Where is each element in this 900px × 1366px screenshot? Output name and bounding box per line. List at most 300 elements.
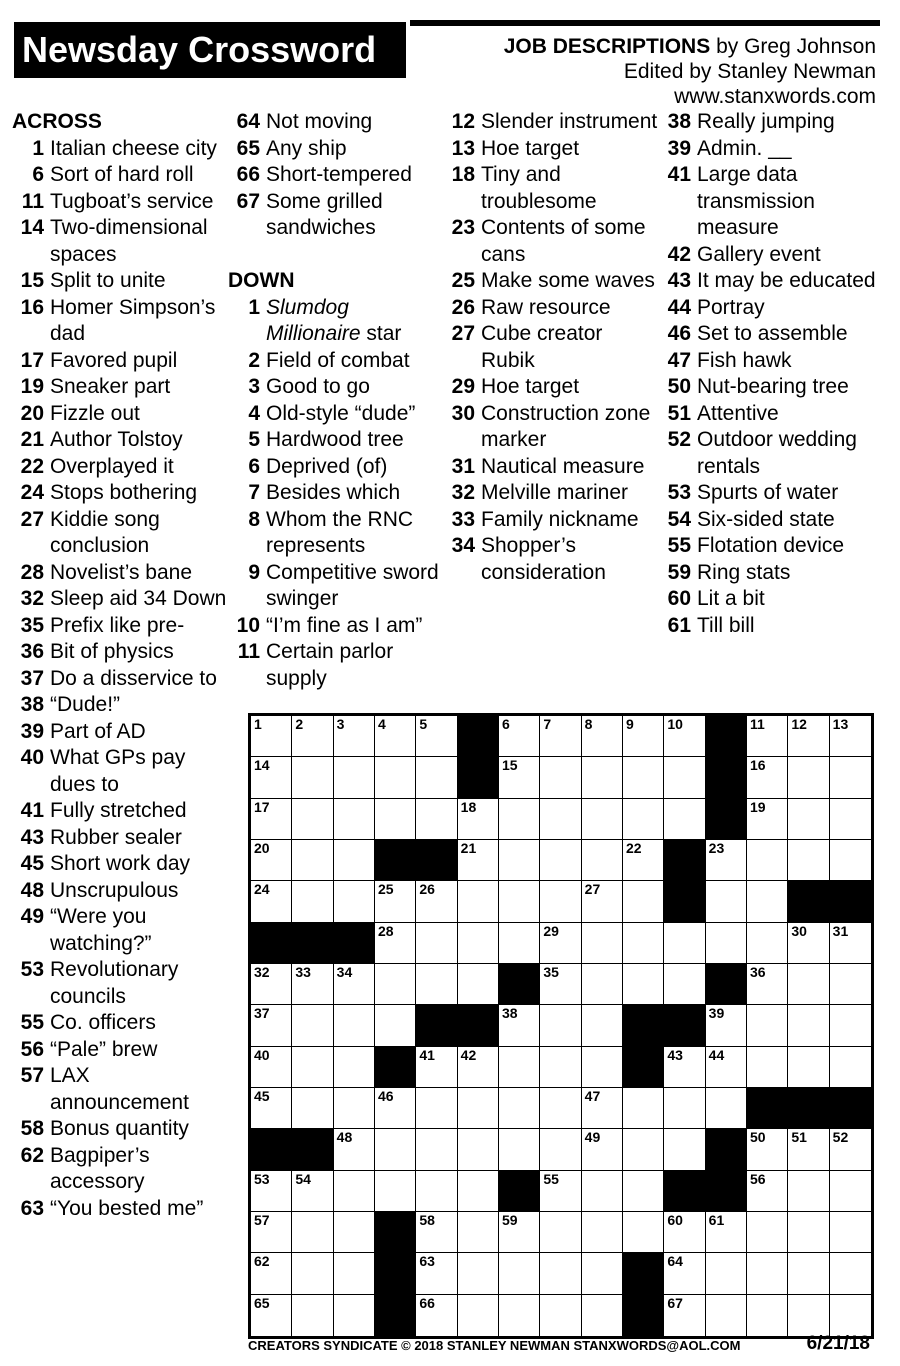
- grid-cell[interactable]: [830, 1129, 871, 1170]
- grid-cell[interactable]: [540, 881, 581, 922]
- grid-cell[interactable]: [416, 1129, 457, 1170]
- grid-cell[interactable]: [664, 923, 705, 964]
- grid-cell[interactable]: [540, 1047, 581, 1088]
- clue-number: 48: [20, 878, 44, 902]
- grid-cell[interactable]: [747, 799, 788, 840]
- grid-cell[interactable]: [334, 1212, 375, 1253]
- grid-cell[interactable]: [458, 964, 499, 1005]
- across-clue[interactable]: [12, 825, 227, 852]
- across-clue[interactable]: [12, 639, 227, 666]
- down-clue[interactable]: [659, 560, 889, 587]
- grid-cell[interactable]: [747, 1171, 788, 1212]
- grid-cell[interactable]: [375, 1088, 416, 1129]
- down-clue[interactable]: [443, 454, 658, 481]
- grid-cell[interactable]: [582, 1047, 623, 1088]
- grid-cell[interactable]: [251, 1253, 292, 1294]
- down-clue[interactable]: [659, 109, 889, 136]
- grid-cell[interactable]: [375, 757, 416, 798]
- grid-cell[interactable]: [334, 716, 375, 757]
- grid-cell[interactable]: [251, 881, 292, 922]
- grid-cell[interactable]: [416, 1253, 457, 1294]
- grid-cell[interactable]: [788, 1047, 829, 1088]
- down-clue[interactable]: [659, 427, 889, 480]
- grid-cell[interactable]: [499, 1253, 540, 1294]
- grid-cell[interactable]: [251, 1005, 292, 1046]
- grid-cell[interactable]: [788, 1212, 829, 1253]
- down-clue[interactable]: [443, 321, 658, 374]
- grid-cell[interactable]: [334, 1171, 375, 1212]
- grid-cell[interactable]: [375, 881, 416, 922]
- grid-cell[interactable]: [706, 1253, 747, 1294]
- across-clue[interactable]: [12, 480, 227, 507]
- grid-cell[interactable]: [706, 1212, 747, 1253]
- across-clue[interactable]: [12, 1116, 227, 1143]
- down-clue[interactable]: [228, 507, 443, 560]
- grid-cell[interactable]: [664, 757, 705, 798]
- down-clue[interactable]: [228, 480, 443, 507]
- grid-cell[interactable]: [582, 1129, 623, 1170]
- clue-number: 33: [451, 507, 475, 531]
- grid-cell[interactable]: [830, 716, 871, 757]
- grid-cell[interactable]: [582, 716, 623, 757]
- grid-cell[interactable]: [582, 923, 623, 964]
- down-clue[interactable]: [659, 348, 889, 375]
- grid-cell[interactable]: [251, 799, 292, 840]
- grid-cell[interactable]: [540, 1005, 581, 1046]
- grid-cell[interactable]: [788, 840, 829, 881]
- down-clue[interactable]: [228, 348, 443, 375]
- cell-number: 32: [254, 964, 270, 980]
- grid-cell[interactable]: [788, 1253, 829, 1294]
- grid-cell[interactable]: [582, 1253, 623, 1294]
- grid-cell[interactable]: [747, 964, 788, 1005]
- grid-cell[interactable]: [623, 1212, 664, 1253]
- grid-cell[interactable]: [623, 881, 664, 922]
- grid-cell[interactable]: [830, 1295, 871, 1336]
- across-clue[interactable]: [12, 215, 227, 268]
- grid-cell[interactable]: [251, 1171, 292, 1212]
- grid-cell[interactable]: [375, 964, 416, 1005]
- grid-cell[interactable]: [788, 1171, 829, 1212]
- grid-cell[interactable]: [540, 799, 581, 840]
- cell-number: 1: [254, 716, 262, 732]
- grid-cell[interactable]: [292, 840, 333, 881]
- down-clue[interactable]: [659, 321, 889, 348]
- grid-cell[interactable]: [499, 1212, 540, 1253]
- across-clue[interactable]: [12, 374, 227, 401]
- clue-text: What GPs pay dues to: [50, 746, 186, 796]
- website-link[interactable]: www.stanxwords.com: [674, 85, 876, 108]
- clue-text: LAX announcement: [50, 1064, 189, 1114]
- down-clue[interactable]: [228, 295, 443, 348]
- grid-cell[interactable]: [334, 1129, 375, 1170]
- grid-cell[interactable]: [251, 1088, 292, 1129]
- grid-cell[interactable]: [334, 1253, 375, 1294]
- grid-cell[interactable]: [788, 757, 829, 798]
- across-clue[interactable]: [12, 507, 227, 560]
- grid-cell[interactable]: [334, 1088, 375, 1129]
- clue-text: Homer Simpson’s dad: [50, 295, 216, 345]
- grid-cell[interactable]: [706, 923, 747, 964]
- grid-cell[interactable]: [540, 1171, 581, 1212]
- across-clue[interactable]: [12, 1196, 227, 1223]
- grid-cell[interactable]: [582, 1005, 623, 1046]
- grid-cell[interactable]: [747, 881, 788, 922]
- across-clue[interactable]: [12, 1037, 227, 1064]
- grid-cell[interactable]: [830, 757, 871, 798]
- grid-cell[interactable]: [540, 840, 581, 881]
- grid-cell[interactable]: [540, 923, 581, 964]
- grid-cell[interactable]: [292, 757, 333, 798]
- grid-cell[interactable]: [375, 1171, 416, 1212]
- grid-cell[interactable]: [375, 1129, 416, 1170]
- grid-cell[interactable]: [458, 840, 499, 881]
- grid-cell[interactable]: [499, 1129, 540, 1170]
- across-clue[interactable]: [12, 560, 227, 587]
- clue-text: Split to unite: [50, 269, 166, 292]
- grid-cell[interactable]: [334, 840, 375, 881]
- grid-cell[interactable]: [499, 716, 540, 757]
- grid-cell[interactable]: [706, 1047, 747, 1088]
- grid-cell[interactable]: [747, 840, 788, 881]
- cell-number: 45: [254, 1088, 270, 1104]
- across-clue[interactable]: [12, 427, 227, 454]
- grid-cell[interactable]: [540, 964, 581, 1005]
- across-clue[interactable]: [12, 692, 227, 719]
- grid-cell[interactable]: [334, 964, 375, 1005]
- grid-cell[interactable]: [747, 1005, 788, 1046]
- down-clue[interactable]: [659, 401, 889, 428]
- grid-cell[interactable]: [788, 716, 829, 757]
- grid-cell[interactable]: [706, 840, 747, 881]
- grid-cell[interactable]: [623, 799, 664, 840]
- down-clue[interactable]: [659, 162, 889, 242]
- clue-text: Nut-bearing tree: [697, 375, 849, 398]
- grid-cell[interactable]: [251, 840, 292, 881]
- grid-cell[interactable]: [582, 1295, 623, 1336]
- across-clue[interactable]: [12, 666, 227, 693]
- grid-cell[interactable]: [664, 1253, 705, 1294]
- grid-cell[interactable]: [706, 1088, 747, 1129]
- down-clue[interactable]: [228, 560, 443, 613]
- grid-cell[interactable]: [416, 799, 457, 840]
- across-clue[interactable]: [12, 348, 227, 375]
- grid-cell[interactable]: [334, 1047, 375, 1088]
- cell-number: 33: [295, 964, 311, 980]
- grid-cell[interactable]: [499, 1295, 540, 1336]
- grid-cell[interactable]: [706, 1295, 747, 1336]
- across-clue[interactable]: [12, 162, 227, 189]
- clue-number: 46: [667, 322, 691, 345]
- grid-cell[interactable]: [292, 1212, 333, 1253]
- grid-cell[interactable]: [540, 1088, 581, 1129]
- grid-cell[interactable]: [540, 757, 581, 798]
- grid-cell[interactable]: [747, 1253, 788, 1294]
- grid-cell[interactable]: [499, 923, 540, 964]
- cell-number: 19: [750, 798, 766, 815]
- clue-number: 41: [20, 799, 44, 822]
- grid-cell[interactable]: [664, 1088, 705, 1129]
- cell-number: 27: [584, 881, 601, 898]
- grid-cell[interactable]: [375, 716, 416, 757]
- grid-cell[interactable]: [788, 964, 829, 1005]
- across-clue[interactable]: [12, 1010, 227, 1037]
- clue-text: Part of AD: [50, 719, 146, 743]
- grid-cell[interactable]: [292, 1171, 333, 1212]
- cell-number: 54: [295, 1170, 311, 1187]
- grid-cell[interactable]: [375, 923, 416, 964]
- across-clue[interactable]: [12, 454, 227, 481]
- down-clue[interactable]: [443, 136, 658, 163]
- grid-cell[interactable]: [416, 757, 457, 798]
- across-clue[interactable]: [12, 613, 227, 640]
- down-clue[interactable]: [443, 109, 658, 136]
- grid-cell[interactable]: [747, 1047, 788, 1088]
- grid-cell[interactable]: [747, 716, 788, 757]
- grid-cell[interactable]: [499, 1088, 540, 1129]
- across-clue[interactable]: [12, 189, 227, 216]
- grid-cell[interactable]: [664, 1212, 705, 1253]
- grid-cell[interactable]: [582, 1171, 623, 1212]
- grid-cell[interactable]: [499, 840, 540, 881]
- grid-cell[interactable]: [375, 1005, 416, 1046]
- grid-cell[interactable]: [251, 964, 292, 1005]
- down-clue[interactable]: [659, 480, 889, 507]
- grid-cell[interactable]: [292, 799, 333, 840]
- grid-cell[interactable]: [251, 1212, 292, 1253]
- grid-cell[interactable]: [499, 757, 540, 798]
- down-clue[interactable]: [659, 586, 889, 613]
- grid-cell[interactable]: [334, 1005, 375, 1046]
- down-clue[interactable]: [228, 454, 443, 481]
- grid-cell[interactable]: [540, 1129, 581, 1170]
- down-clue[interactable]: [443, 533, 658, 586]
- grid-cell[interactable]: [292, 964, 333, 1005]
- grid-cell[interactable]: [334, 881, 375, 922]
- grid-cell[interactable]: [788, 1295, 829, 1336]
- down-clue[interactable]: [659, 533, 889, 560]
- grid-cell[interactable]: [623, 757, 664, 798]
- grid-block: [292, 923, 333, 964]
- down-clue[interactable]: [443, 374, 658, 401]
- grid-cell[interactable]: [830, 1253, 871, 1294]
- grid-cell[interactable]: [292, 1253, 333, 1294]
- grid-cell[interactable]: [582, 881, 623, 922]
- across-clue[interactable]: [12, 295, 227, 348]
- clue-number: 26: [451, 295, 475, 319]
- across-clue[interactable]: [12, 136, 227, 163]
- grid-cell[interactable]: [458, 923, 499, 964]
- grid-cell[interactable]: [623, 1129, 664, 1170]
- grid-cell[interactable]: [582, 757, 623, 798]
- across-clue[interactable]: [12, 401, 227, 428]
- grid-cell[interactable]: [292, 881, 333, 922]
- grid-cell[interactable]: [623, 923, 664, 964]
- grid-block: [375, 1295, 416, 1336]
- down-clue[interactable]: [659, 295, 889, 322]
- across-clue[interactable]: [12, 957, 227, 1010]
- crossword-grid[interactable]: [248, 713, 874, 1339]
- grid-cell[interactable]: [664, 1047, 705, 1088]
- down-clue[interactable]: [443, 401, 658, 454]
- down-clue[interactable]: [443, 162, 658, 215]
- grid-cell[interactable]: [416, 1295, 457, 1336]
- across-clue[interactable]: [12, 1063, 227, 1116]
- grid-cell[interactable]: [664, 799, 705, 840]
- grid-cell[interactable]: [416, 923, 457, 964]
- grid-cell[interactable]: [747, 757, 788, 798]
- down-clue[interactable]: [228, 374, 443, 401]
- down-clue[interactable]: [659, 507, 889, 534]
- page-title: Newsday Crossword: [14, 22, 406, 78]
- grid-cell[interactable]: [830, 1212, 871, 1253]
- grid-cell[interactable]: [788, 1129, 829, 1170]
- grid-cell[interactable]: [623, 716, 664, 757]
- grid-cell[interactable]: [830, 1047, 871, 1088]
- grid-cell[interactable]: [499, 1047, 540, 1088]
- grid-cell[interactable]: [623, 840, 664, 881]
- clue-number: 18: [451, 163, 475, 186]
- grid-cell[interactable]: [540, 1295, 581, 1336]
- grid-cell[interactable]: [664, 1129, 705, 1170]
- across-clue[interactable]: [12, 719, 227, 746]
- grid-cell[interactable]: [664, 716, 705, 757]
- across-clue[interactable]: [12, 1143, 227, 1196]
- grid-cell[interactable]: [251, 1047, 292, 1088]
- across-clue[interactable]: [12, 745, 227, 798]
- grid-cell[interactable]: [251, 757, 292, 798]
- grid-cell[interactable]: [458, 799, 499, 840]
- down-clue[interactable]: [443, 215, 658, 268]
- grid-cell[interactable]: [582, 1088, 623, 1129]
- clue-text: “Were you watching?”: [50, 905, 152, 955]
- grid-cell[interactable]: [830, 923, 871, 964]
- cell-number: 44: [708, 1046, 725, 1063]
- down-clue[interactable]: [228, 401, 443, 428]
- grid-cell[interactable]: [747, 1212, 788, 1253]
- grid-cell[interactable]: [292, 1047, 333, 1088]
- grid-cell[interactable]: [830, 840, 871, 881]
- down-clue[interactable]: [659, 136, 889, 163]
- across-clue[interactable]: [12, 586, 227, 613]
- down-clue[interactable]: [443, 295, 658, 322]
- grid-cell[interactable]: [416, 964, 457, 1005]
- down-clue[interactable]: [443, 268, 658, 295]
- grid-cell[interactable]: [292, 1088, 333, 1129]
- grid-cell[interactable]: [499, 799, 540, 840]
- down-clue[interactable]: [659, 242, 889, 269]
- down-clue[interactable]: [659, 268, 889, 295]
- grid-cell[interactable]: [458, 1129, 499, 1170]
- grid-cell[interactable]: [788, 923, 829, 964]
- grid-cell[interactable]: [416, 881, 457, 922]
- grid-cell[interactable]: [706, 881, 747, 922]
- grid-cell[interactable]: [830, 1171, 871, 1212]
- grid-cell[interactable]: [706, 1005, 747, 1046]
- grid-cell[interactable]: [292, 716, 333, 757]
- down-clue[interactable]: [659, 374, 889, 401]
- clue-number: 16: [20, 295, 44, 319]
- grid-cell[interactable]: [747, 1295, 788, 1336]
- grid-cell[interactable]: [416, 1212, 457, 1253]
- down-clue[interactable]: [659, 613, 889, 640]
- grid-cell[interactable]: [458, 1171, 499, 1212]
- grid-cell[interactable]: [623, 1171, 664, 1212]
- grid-cell[interactable]: [334, 757, 375, 798]
- across-clue[interactable]: [228, 162, 443, 189]
- grid-cell[interactable]: [582, 840, 623, 881]
- grid-cell[interactable]: [582, 1212, 623, 1253]
- grid-cell[interactable]: [416, 1047, 457, 1088]
- grid-cell[interactable]: [747, 923, 788, 964]
- across-clue[interactable]: [12, 798, 227, 825]
- grid-cell[interactable]: [499, 881, 540, 922]
- grid-cell[interactable]: [458, 1295, 499, 1336]
- grid-cell[interactable]: [292, 1005, 333, 1046]
- grid-cell[interactable]: [747, 1129, 788, 1170]
- across-clue[interactable]: [12, 904, 227, 957]
- grid-cell[interactable]: [582, 964, 623, 1005]
- clue-text: Author Tolstoy: [50, 428, 183, 451]
- grid-cell[interactable]: [458, 1212, 499, 1253]
- grid-cell[interactable]: [540, 1253, 581, 1294]
- down-clue[interactable]: [228, 639, 443, 692]
- grid-cell[interactable]: [623, 1088, 664, 1129]
- grid-cell[interactable]: [334, 799, 375, 840]
- grid-cell[interactable]: [292, 1295, 333, 1336]
- grid-cell[interactable]: [664, 1295, 705, 1336]
- down-clue[interactable]: [443, 507, 658, 534]
- grid-cell[interactable]: [251, 716, 292, 757]
- across-clue[interactable]: [228, 109, 443, 136]
- cell-number: 14: [254, 757, 270, 774]
- grid-cell[interactable]: [251, 1295, 292, 1336]
- clue-number: 11: [237, 640, 260, 663]
- across-clue[interactable]: [12, 851, 227, 878]
- across-clue[interactable]: [228, 189, 443, 242]
- grid-cell[interactable]: [499, 1005, 540, 1046]
- cell-number: 55: [543, 1170, 559, 1187]
- grid-cell[interactable]: [458, 881, 499, 922]
- grid-cell[interactable]: [375, 799, 416, 840]
- grid-cell[interactable]: [416, 716, 457, 757]
- clue-number: 22: [20, 454, 44, 478]
- across-clue[interactable]: [228, 136, 443, 163]
- across-clue[interactable]: [12, 878, 227, 905]
- grid-cell[interactable]: [664, 964, 705, 1005]
- grid-cell[interactable]: [830, 799, 871, 840]
- grid-cell[interactable]: [623, 964, 664, 1005]
- down-clue[interactable]: [443, 480, 658, 507]
- grid-cell[interactable]: [458, 1047, 499, 1088]
- grid-cell[interactable]: [582, 799, 623, 840]
- grid-cell[interactable]: [458, 1253, 499, 1294]
- grid-cell[interactable]: [830, 1005, 871, 1046]
- grid-cell[interactable]: [540, 716, 581, 757]
- down-clue[interactable]: [228, 427, 443, 454]
- across-clue[interactable]: [12, 268, 227, 295]
- grid-cell[interactable]: [830, 964, 871, 1005]
- grid-cell[interactable]: [334, 1295, 375, 1336]
- grid-cell[interactable]: [458, 1088, 499, 1129]
- grid-cell[interactable]: [416, 1088, 457, 1129]
- down-clue[interactable]: [228, 613, 443, 640]
- grid-cell[interactable]: [540, 1212, 581, 1253]
- grid-cell[interactable]: [416, 1171, 457, 1212]
- grid-cell[interactable]: [788, 1005, 829, 1046]
- grid-cell[interactable]: [788, 799, 829, 840]
- clue-text: “You bested me”: [50, 1196, 204, 1220]
